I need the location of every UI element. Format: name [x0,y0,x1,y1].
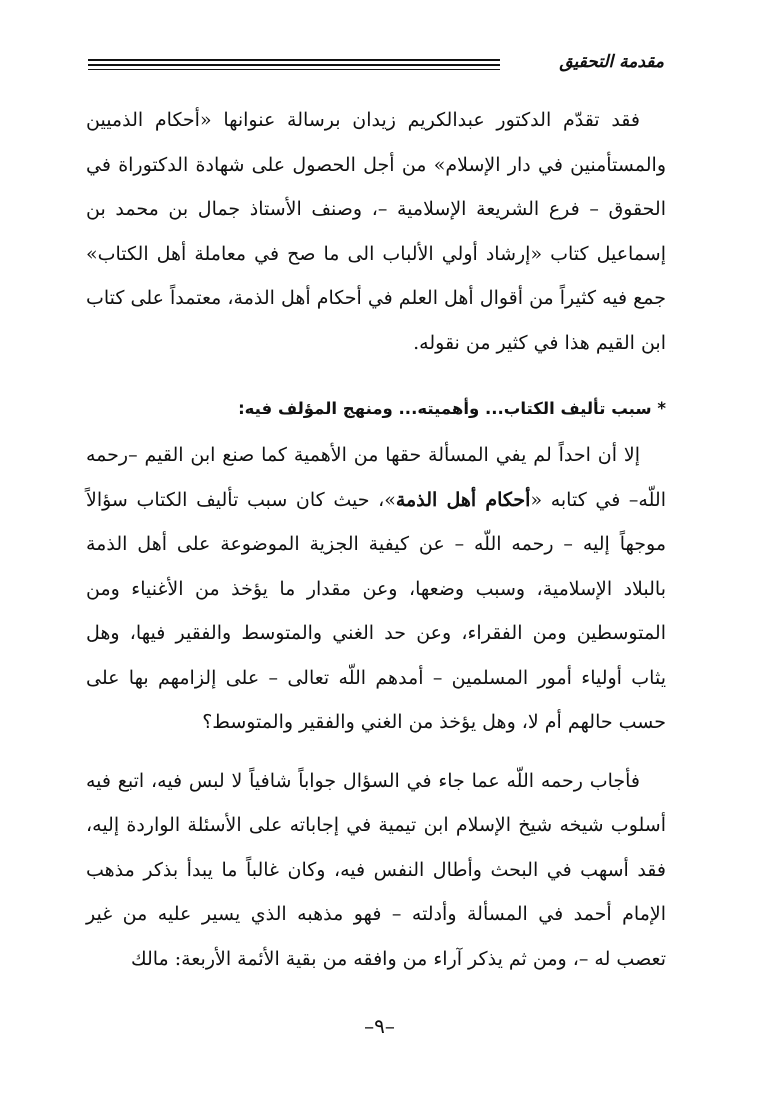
paragraph-intro: فقد تقدّم الدكتور عبدالكريم زيدان برسالة عنوانها «أحكام الذميين والمستأمنين في دار الإسلام» من أجل الحصول على شهادة الدكتوراة في الحقوق – فرع الشريعة الإسلامية –، وصنف الأستاذ جمال بن محمد بن إسماعيل كتاب «إرشاد أولي الألباب الى ما صح في معاملة أهل الكتاب» جمع فيه كثيراً من أقوال أهل العلم في أحكام أهل الذمة، معتمداً على كتاب ابن القيم هذا في كثير من نقوله. [86,109,666,354]
page-body [86,98,666,981]
paragraph-reason [86,433,666,745]
book-title: أحكام أهل الذمة [395,488,531,511]
section-heading: * سبب تأليف الكتاب... وأهميته... ومنهج المؤلف فيه: [238,399,666,418]
paragraph-reason-text-1: إلا أن احداً لم يفي المسألة حقها من الأهمية كما صنع ابن القيم –رحمه اللّه– في كتابه « [86,444,666,511]
header-title: مقدمة التحقيق [559,52,664,72]
header-rule [88,59,500,61]
header-rule [88,69,500,70]
paragraph-method: فأجاب رحمه اللّه عما جاء في السؤال جواباً شافياً لا لبس فيه، اتبع فيه أسلوب شيخه شيخ الإسلام ابن تيمية في إجاباته على الأسئلة الواردة إليه، فقد أسهب في البحث وأطال النفس فيه، وكان غالباً ما يبدأ بذكر مذهب الإمام أحمد في المسألة وأدلته – فهو مذهبه الذي يسير عليه من غير تعصب له –، ومن ثم يذكر آراء من وافقه من بقية الأئمة الأربعة: مالك [86,769,666,970]
header-rule [88,64,500,66]
running-header [88,48,664,82]
page-number: –٩– [364,1014,395,1038]
paragraph-reason-text-2: »، حيث كان سبب تأليف الكتاب سؤالاً موجهاً إليه – رحمه اللّه – عن كيفية الجزية الموضوعة على أهل الذمة بالبلاد الإسلامية، وسبب وضعها، وعن مقدار ما يؤخذ من الأغنياء ومن المتوسطين ومن الفقراء، وعن حد الغني والمتوسط والفقير فيها، وهل يثاب أولياء أمور المسلمين – أمدهم اللّه تعالى – على إلزامهم بها على حسب حالهم أم لا، وهل يؤخذ من الغني والفقير والمتوسط؟ [86,488,666,733]
